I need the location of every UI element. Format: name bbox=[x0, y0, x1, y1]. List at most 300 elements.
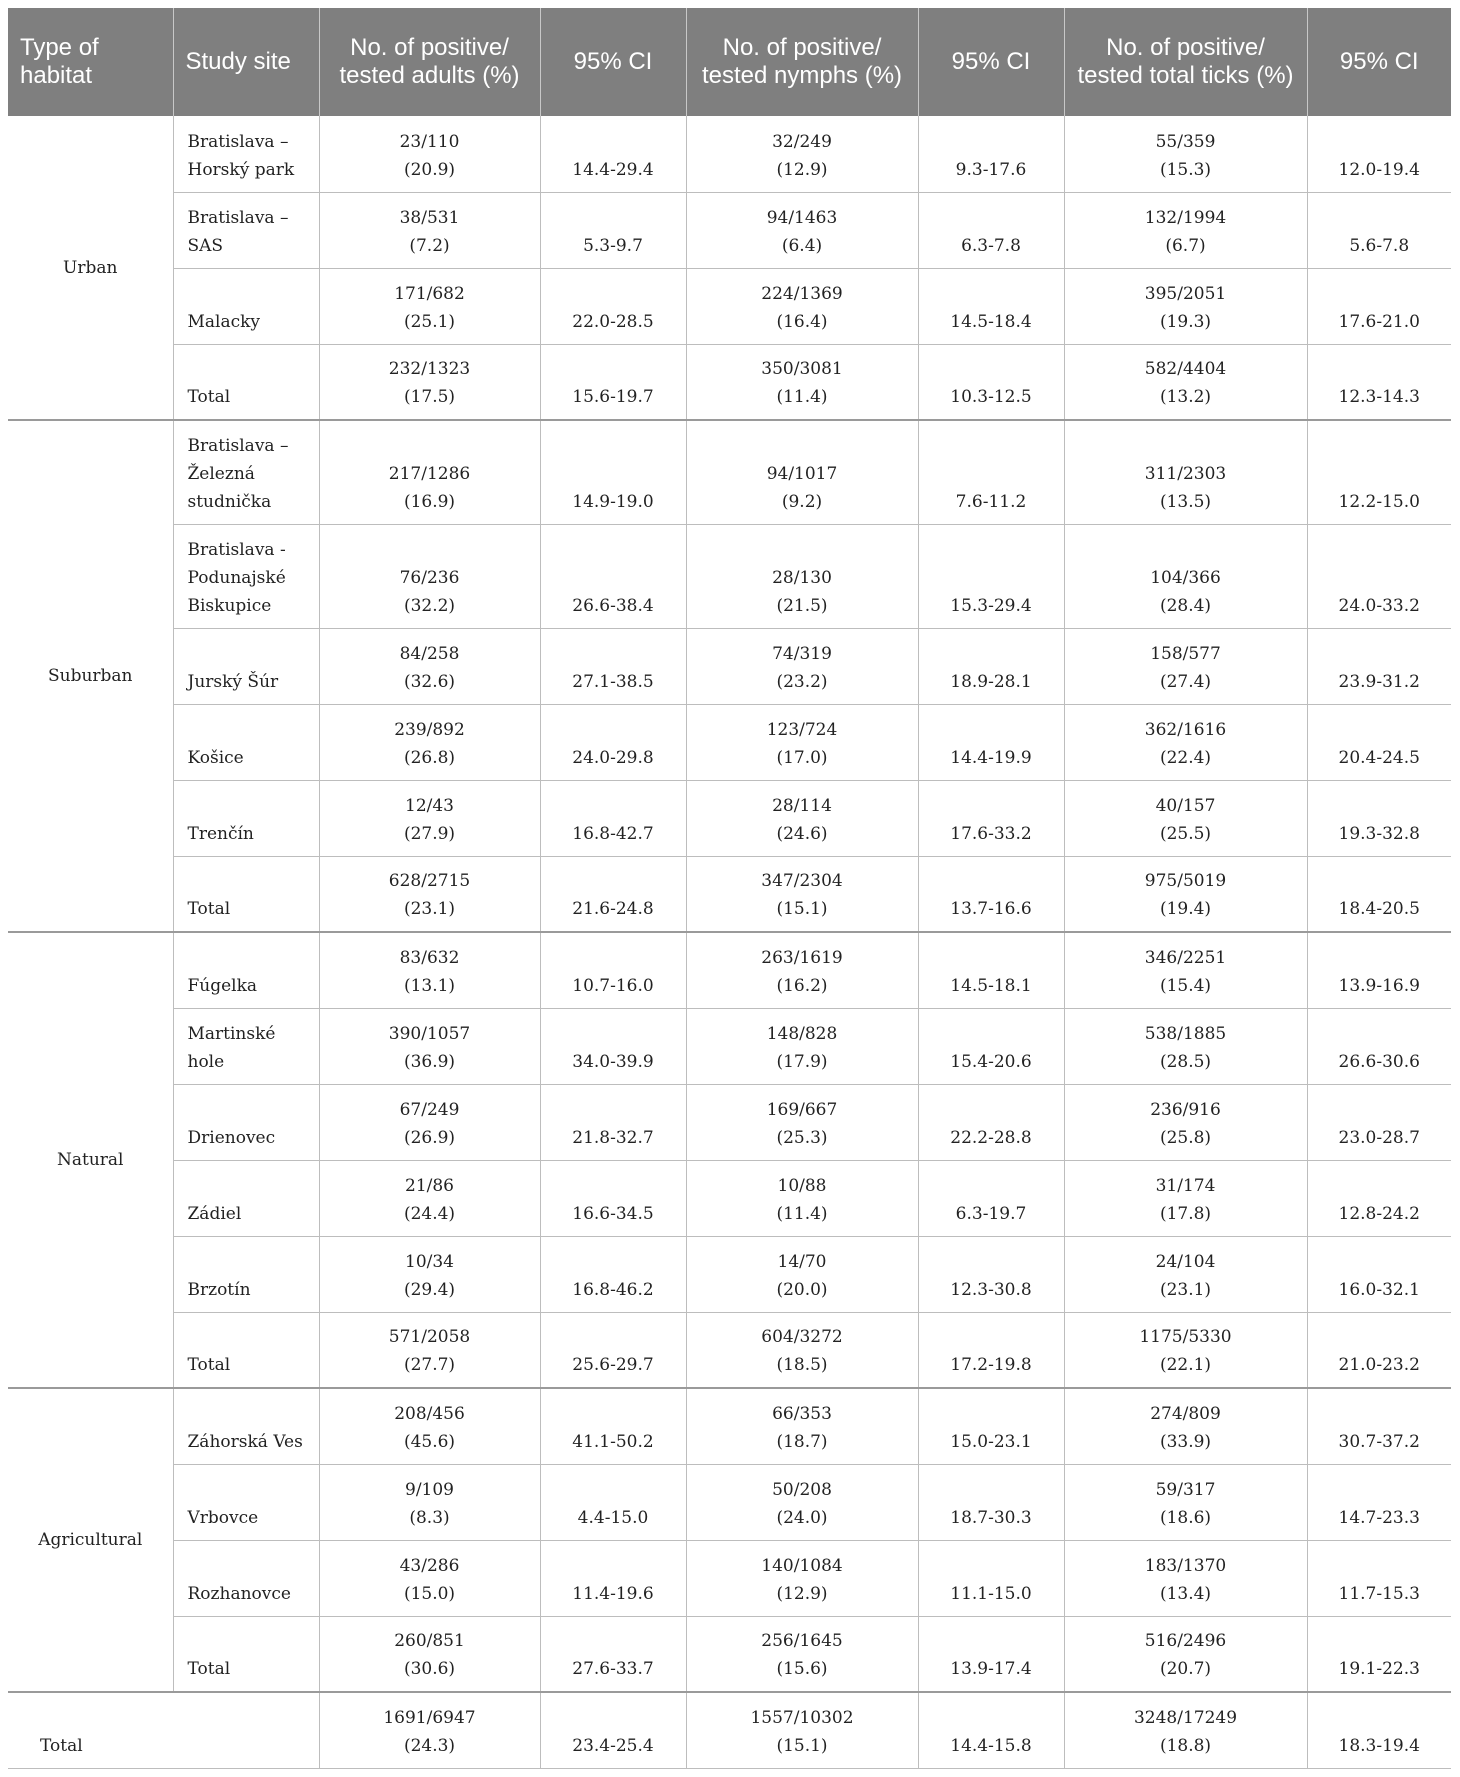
total-ticks-cell-percent: (28.4) bbox=[1159, 595, 1212, 616]
adults-ci-cell: 27.6-33.7 bbox=[540, 1616, 686, 1692]
tick-positivity-table bbox=[8, 8, 1451, 1769]
adults-ci-cell: 14.9-19.0 bbox=[540, 420, 686, 524]
study-site-line: studnička bbox=[187, 491, 272, 512]
adults-cell bbox=[319, 780, 540, 856]
adults-cell bbox=[319, 1008, 540, 1084]
nymphs-cell-percent: (11.4) bbox=[776, 387, 828, 407]
total-ticks-cell-percent: (23.1) bbox=[1159, 1279, 1212, 1300]
total-ticks-cell bbox=[1064, 344, 1307, 420]
total-ticks-cell-count: 582/4404 bbox=[1144, 359, 1227, 379]
grand-adults-cell-count: 1691/6947 bbox=[383, 1707, 476, 1728]
adults-cell-percent: (29.4) bbox=[403, 1279, 456, 1300]
adults-cell bbox=[319, 932, 540, 1008]
total-ticks-cell-percent: (6.7) bbox=[1165, 235, 1206, 256]
study-site-line: Košice bbox=[187, 747, 244, 768]
study-site-line: Bratislava - bbox=[187, 539, 286, 560]
table-row bbox=[8, 1540, 1451, 1616]
adults-cell-count: 171/682 bbox=[394, 283, 465, 304]
nymphs-cell-percent: (16.4) bbox=[776, 311, 828, 332]
total-ticks-cell-percent: (22.4) bbox=[1159, 747, 1212, 768]
total-ticks-cell bbox=[1064, 1008, 1307, 1084]
table-row bbox=[8, 856, 1451, 932]
adults-cell-count: 9/109 bbox=[405, 1479, 454, 1500]
study-site-line: Železná bbox=[187, 463, 255, 484]
table-row bbox=[8, 192, 1451, 268]
adults-cell-percent: (30.6) bbox=[403, 1659, 456, 1679]
total-ticks-cell bbox=[1064, 1312, 1307, 1388]
nymphs-cell-percent: (15.1) bbox=[776, 899, 828, 919]
table-row bbox=[8, 1160, 1451, 1236]
total-ticks-cell-percent: (19.4) bbox=[1159, 899, 1212, 919]
total-ci-cell: 12.8-24.2 bbox=[1307, 1160, 1451, 1236]
table-row bbox=[8, 524, 1451, 628]
nymphs-cell-percent: (24.6) bbox=[776, 823, 828, 844]
adults-cell-percent: (26.9) bbox=[403, 1127, 456, 1148]
nymphs-ci-cell: 18.9-28.1 bbox=[918, 628, 1064, 704]
adults-cell-percent: (25.1) bbox=[403, 311, 456, 332]
total-ticks-cell bbox=[1064, 1540, 1307, 1616]
study-site-line: Total bbox=[187, 1659, 231, 1679]
adults-cell bbox=[319, 628, 540, 704]
adults-cell bbox=[319, 1160, 540, 1236]
study-site-line: Biskupice bbox=[187, 595, 272, 616]
nymphs-cell bbox=[686, 116, 918, 192]
nymphs-cell-count: 94/1017 bbox=[766, 463, 838, 484]
total-ticks-cell-percent: (22.1) bbox=[1159, 1355, 1212, 1375]
nymphs-ci-cell: 6.3-19.7 bbox=[918, 1160, 1064, 1236]
total-ticks-cell bbox=[1064, 268, 1307, 344]
total-ci-cell: 14.7-23.3 bbox=[1307, 1464, 1451, 1540]
adults-cell-count: 628/2715 bbox=[388, 871, 471, 891]
adults-cell-count: 67/249 bbox=[399, 1099, 460, 1120]
study-site-line: Total bbox=[187, 387, 231, 407]
total-ci-cell: 19.3-32.8 bbox=[1307, 780, 1451, 856]
nymphs-cell bbox=[686, 268, 918, 344]
total-ticks-cell-percent: (28.5) bbox=[1159, 1051, 1212, 1072]
adults-ci-cell: 14.4-29.4 bbox=[540, 116, 686, 192]
adults-cell-count: 84/258 bbox=[399, 643, 460, 664]
habitat-cell: Urban bbox=[8, 116, 173, 420]
total-ticks-cell-count: 40/157 bbox=[1155, 795, 1216, 816]
adults-cell-percent: (24.4) bbox=[403, 1203, 456, 1224]
adults-ci-cell: 41.1-50.2 bbox=[540, 1388, 686, 1464]
total-ticks-cell bbox=[1064, 116, 1307, 192]
adults-cell-count: 239/892 bbox=[394, 719, 465, 740]
adults-cell-percent: (27.7) bbox=[403, 1355, 456, 1375]
adults-cell-percent: (17.5) bbox=[403, 387, 456, 407]
adults-cell-count: 23/110 bbox=[399, 131, 460, 152]
study-site-line: Drienovec bbox=[187, 1127, 276, 1148]
total-ticks-cell-count: 132/1994 bbox=[1144, 207, 1227, 228]
total-ticks-cell-count: 236/916 bbox=[1150, 1099, 1221, 1120]
study-site-line: Brzotín bbox=[187, 1279, 251, 1300]
nymphs-cell-count: 347/2304 bbox=[761, 871, 843, 891]
nymphs-cell-percent: (16.2) bbox=[776, 975, 828, 996]
header-study-site: Study site bbox=[173, 8, 319, 116]
nymphs-cell-count: 66/353 bbox=[772, 1403, 832, 1424]
total-ticks-cell-percent: (33.9) bbox=[1159, 1431, 1212, 1452]
total-ticks-cell-count: 24/104 bbox=[1155, 1251, 1216, 1272]
table-row bbox=[8, 1388, 1451, 1464]
adults-ci-cell: 22.0-28.5 bbox=[540, 268, 686, 344]
grand-adults-ci-cell: 23.4-25.4 bbox=[540, 1692, 686, 1768]
grand-adults-cell bbox=[319, 1692, 540, 1768]
adults-ci-cell: 26.6-38.4 bbox=[540, 524, 686, 628]
total-ticks-cell-count: 59/317 bbox=[1155, 1479, 1216, 1500]
total-ticks-cell-percent: (19.3) bbox=[1159, 311, 1212, 332]
nymphs-ci-cell: 12.3-30.8 bbox=[918, 1236, 1064, 1312]
nymphs-cell-percent: (17.0) bbox=[776, 747, 828, 768]
nymphs-cell-percent: (15.6) bbox=[776, 1659, 828, 1679]
nymphs-ci-cell: 18.7-30.3 bbox=[918, 1464, 1064, 1540]
total-ticks-cell bbox=[1064, 420, 1307, 524]
adults-cell-count: 21/86 bbox=[405, 1175, 454, 1196]
header-adults-ci: 95% CI bbox=[540, 8, 686, 116]
total-ticks-cell bbox=[1064, 1084, 1307, 1160]
adults-ci-cell: 4.4-15.0 bbox=[540, 1464, 686, 1540]
adults-cell-percent: (32.6) bbox=[403, 671, 456, 692]
total-ticks-cell bbox=[1064, 856, 1307, 932]
total-ci-cell: 17.6-21.0 bbox=[1307, 268, 1451, 344]
nymphs-cell bbox=[686, 1540, 918, 1616]
table-body bbox=[8, 116, 1451, 1768]
nymphs-cell-count: 28/130 bbox=[772, 567, 832, 588]
header-adults: No. of positive/ tested adults (%) bbox=[319, 8, 540, 116]
nymphs-cell-count: 28/114 bbox=[772, 795, 832, 816]
adults-ci-cell: 27.1-38.5 bbox=[540, 628, 686, 704]
total-ticks-cell-count: 1175/5330 bbox=[1139, 1327, 1232, 1347]
nymphs-ci-cell: 17.6-33.2 bbox=[918, 780, 1064, 856]
nymphs-cell bbox=[686, 1160, 918, 1236]
study-site-line: Martinské bbox=[187, 1023, 276, 1044]
adults-ci-cell: 16.8-46.2 bbox=[540, 1236, 686, 1312]
adults-cell bbox=[319, 420, 540, 524]
adults-cell-count: 571/2058 bbox=[388, 1327, 471, 1347]
habitat-cell: Agricultural bbox=[8, 1388, 173, 1692]
adults-cell bbox=[319, 1236, 540, 1312]
nymphs-cell-percent: (11.4) bbox=[776, 1203, 828, 1224]
total-ticks-cell bbox=[1064, 1388, 1307, 1464]
total-ticks-cell-percent: (15.3) bbox=[1159, 159, 1212, 180]
adults-ci-cell: 15.6-19.7 bbox=[540, 344, 686, 420]
total-ticks-cell bbox=[1064, 628, 1307, 704]
grand-nymphs-cell-count: 1557/10302 bbox=[750, 1707, 854, 1728]
nymphs-cell-percent: (20.0) bbox=[776, 1279, 828, 1300]
total-ticks-cell bbox=[1064, 1616, 1307, 1692]
adults-cell bbox=[319, 1312, 540, 1388]
adults-cell bbox=[319, 268, 540, 344]
study-site-cell bbox=[173, 344, 319, 420]
grand-adults-cell-percent: (24.3) bbox=[403, 1735, 456, 1756]
nymphs-cell-count: 74/319 bbox=[772, 643, 832, 664]
table-row bbox=[8, 1616, 1451, 1692]
study-site-line: Bratislava – bbox=[187, 435, 289, 456]
study-site-line: hole bbox=[187, 1051, 225, 1072]
total-ci-cell: 13.9-16.9 bbox=[1307, 932, 1451, 1008]
table-row bbox=[8, 1464, 1451, 1540]
adults-cell-percent: (13.1) bbox=[403, 975, 456, 996]
nymphs-cell-count: 140/1084 bbox=[761, 1555, 843, 1576]
study-site-cell bbox=[173, 932, 319, 1008]
total-ticks-cell-count: 183/1370 bbox=[1144, 1555, 1227, 1576]
study-site-cell bbox=[173, 628, 319, 704]
nymphs-cell bbox=[686, 420, 918, 524]
nymphs-cell-count: 256/1645 bbox=[761, 1631, 843, 1651]
total-ticks-cell-percent: (17.8) bbox=[1159, 1203, 1212, 1224]
table-row bbox=[8, 1312, 1451, 1388]
nymphs-cell-percent: (12.9) bbox=[776, 1583, 828, 1604]
table-row bbox=[8, 1008, 1451, 1084]
grand-nymphs-cell bbox=[686, 1692, 918, 1768]
study-site-cell bbox=[173, 1160, 319, 1236]
grand-total-ticks-cell-count: 3248/17249 bbox=[1133, 1707, 1238, 1728]
total-ticks-cell bbox=[1064, 524, 1307, 628]
adults-ci-cell: 16.6-34.5 bbox=[540, 1160, 686, 1236]
nymphs-cell-count: 10/88 bbox=[777, 1175, 827, 1196]
total-ticks-cell-percent: (13.5) bbox=[1159, 491, 1212, 512]
nymphs-cell-percent: (21.5) bbox=[776, 595, 828, 616]
table-row bbox=[8, 704, 1451, 780]
nymphs-cell-percent: (9.2) bbox=[781, 491, 823, 512]
adults-cell bbox=[319, 1464, 540, 1540]
total-ci-cell: 19.1-22.3 bbox=[1307, 1616, 1451, 1692]
nymphs-ci-cell: 10.3-12.5 bbox=[918, 344, 1064, 420]
total-ci-cell: 20.4-24.5 bbox=[1307, 704, 1451, 780]
table-row bbox=[8, 628, 1451, 704]
total-ticks-cell bbox=[1064, 1236, 1307, 1312]
adults-cell bbox=[319, 856, 540, 932]
nymphs-cell-percent: (18.7) bbox=[776, 1431, 828, 1452]
total-ci-cell: 24.0-33.2 bbox=[1307, 524, 1451, 628]
nymphs-ci-cell: 17.2-19.8 bbox=[918, 1312, 1064, 1388]
nymphs-cell bbox=[686, 1388, 918, 1464]
study-site-line: Zádiel bbox=[187, 1203, 242, 1224]
adults-cell-count: 12/43 bbox=[405, 795, 454, 816]
study-site-line: Bratislava – bbox=[187, 207, 289, 228]
nymphs-cell bbox=[686, 192, 918, 268]
adults-ci-cell: 24.0-29.8 bbox=[540, 704, 686, 780]
nymphs-cell bbox=[686, 1084, 918, 1160]
total-ticks-cell-count: 395/2051 bbox=[1144, 283, 1227, 304]
total-ticks-cell-count: 975/5019 bbox=[1144, 871, 1227, 891]
study-site-line: Podunajské bbox=[187, 567, 286, 588]
nymphs-ci-cell: 6.3-7.8 bbox=[918, 192, 1064, 268]
adults-cell-percent: (32.2) bbox=[403, 595, 456, 616]
total-ci-cell: 12.3-14.3 bbox=[1307, 344, 1451, 420]
grand-total-label: Total bbox=[8, 1692, 319, 1768]
nymphs-cell-count: 50/208 bbox=[772, 1479, 832, 1500]
nymphs-cell bbox=[686, 1464, 918, 1540]
adults-cell-count: 260/851 bbox=[394, 1631, 465, 1651]
adults-ci-cell: 21.6-24.8 bbox=[540, 856, 686, 932]
study-site-cell bbox=[173, 704, 319, 780]
adults-ci-cell: 5.3-9.7 bbox=[540, 192, 686, 268]
nymphs-ci-cell: 13.7-16.6 bbox=[918, 856, 1064, 932]
nymphs-cell bbox=[686, 1312, 918, 1388]
grand-nymphs-ci-cell: 14.4-15.8 bbox=[918, 1692, 1064, 1768]
nymphs-cell bbox=[686, 524, 918, 628]
adults-cell-count: 208/456 bbox=[394, 1403, 465, 1424]
nymphs-ci-cell: 9.3-17.6 bbox=[918, 116, 1064, 192]
adults-cell-count: 38/531 bbox=[399, 207, 460, 228]
study-site-line: Malacky bbox=[187, 311, 261, 332]
table-row bbox=[8, 344, 1451, 420]
nymphs-cell-count: 169/667 bbox=[766, 1099, 838, 1120]
table-row bbox=[8, 1084, 1451, 1160]
nymphs-cell bbox=[686, 704, 918, 780]
adults-cell-percent: (15.0) bbox=[403, 1583, 456, 1604]
grand-nymphs-cell-percent: (15.1) bbox=[776, 1735, 828, 1756]
adults-cell bbox=[319, 116, 540, 192]
adults-ci-cell: 11.4-19.6 bbox=[540, 1540, 686, 1616]
study-site-line: Bratislava – bbox=[187, 131, 289, 152]
nymphs-cell-count: 604/3272 bbox=[761, 1327, 843, 1347]
total-ci-cell: 5.6-7.8 bbox=[1307, 192, 1451, 268]
study-site-cell bbox=[173, 420, 319, 524]
nymphs-ci-cell: 15.3-29.4 bbox=[918, 524, 1064, 628]
nymphs-cell-count: 14/70 bbox=[777, 1251, 827, 1272]
nymphs-cell bbox=[686, 628, 918, 704]
habitat-cell: Natural bbox=[8, 932, 173, 1388]
total-ci-cell: 23.9-31.2 bbox=[1307, 628, 1451, 704]
nymphs-ci-cell: 11.1-15.0 bbox=[918, 1540, 1064, 1616]
total-ci-cell: 11.7-15.3 bbox=[1307, 1540, 1451, 1616]
grand-total-ticks-cell bbox=[1064, 1692, 1307, 1768]
adults-cell-percent: (36.9) bbox=[403, 1051, 456, 1072]
nymphs-ci-cell: 14.5-18.1 bbox=[918, 932, 1064, 1008]
total-ticks-cell-count: 538/1885 bbox=[1144, 1023, 1227, 1044]
total-ticks-cell bbox=[1064, 780, 1307, 856]
nymphs-ci-cell: 14.4-19.9 bbox=[918, 704, 1064, 780]
nymphs-cell bbox=[686, 932, 918, 1008]
adults-cell-percent: (20.9) bbox=[403, 159, 456, 180]
nymphs-cell bbox=[686, 1236, 918, 1312]
adults-cell bbox=[319, 1540, 540, 1616]
adults-ci-cell: 34.0-39.9 bbox=[540, 1008, 686, 1084]
adults-cell-count: 232/1323 bbox=[388, 359, 471, 379]
nymphs-cell-count: 148/828 bbox=[766, 1023, 838, 1044]
table-row bbox=[8, 420, 1451, 524]
study-site-cell bbox=[173, 1540, 319, 1616]
nymphs-ci-cell: 22.2-28.8 bbox=[918, 1084, 1064, 1160]
table-row bbox=[8, 932, 1451, 1008]
total-ticks-cell-percent: (15.4) bbox=[1159, 975, 1212, 996]
adults-cell-count: 217/1286 bbox=[388, 463, 471, 484]
total-ticks-cell-count: 346/2251 bbox=[1144, 947, 1227, 968]
total-ticks-cell bbox=[1064, 704, 1307, 780]
study-site-cell bbox=[173, 1008, 319, 1084]
header-type-of-habitat: Type of habitat bbox=[8, 8, 173, 116]
study-site-cell bbox=[173, 116, 319, 192]
total-ci-cell: 12.0-19.4 bbox=[1307, 116, 1451, 192]
nymphs-ci-cell: 15.0-23.1 bbox=[918, 1388, 1064, 1464]
total-ticks-cell-percent: (25.8) bbox=[1159, 1127, 1212, 1148]
total-ticks-cell-percent: (20.7) bbox=[1159, 1659, 1212, 1679]
adults-cell-count: 10/34 bbox=[405, 1251, 454, 1272]
total-ticks-cell-count: 158/577 bbox=[1150, 643, 1221, 664]
total-ticks-cell bbox=[1064, 1464, 1307, 1540]
grand-total-row bbox=[8, 1692, 1451, 1768]
study-site-cell bbox=[173, 1464, 319, 1540]
total-ticks-cell-count: 516/2496 bbox=[1144, 1631, 1227, 1651]
nymphs-cell-percent: (23.2) bbox=[776, 671, 828, 692]
nymphs-cell-percent: (17.9) bbox=[776, 1051, 828, 1072]
study-site-line: SAS bbox=[187, 235, 224, 256]
nymphs-cell bbox=[686, 1616, 918, 1692]
study-site-cell bbox=[173, 524, 319, 628]
header-nymphs-ci: 95% CI bbox=[918, 8, 1064, 116]
table-row bbox=[8, 1236, 1451, 1312]
study-site-line: Fúgelka bbox=[187, 975, 258, 996]
total-ticks-cell-count: 311/2303 bbox=[1144, 463, 1227, 484]
adults-cell bbox=[319, 524, 540, 628]
habitat-cell: Suburban bbox=[8, 420, 173, 932]
total-ci-cell: 21.0-23.2 bbox=[1307, 1312, 1451, 1388]
study-site-cell bbox=[173, 192, 319, 268]
nymphs-cell-count: 94/1463 bbox=[766, 207, 838, 228]
total-ticks-cell-count: 31/174 bbox=[1155, 1175, 1216, 1196]
adults-cell bbox=[319, 1388, 540, 1464]
nymphs-ci-cell: 15.4-20.6 bbox=[918, 1008, 1064, 1084]
total-ticks-cell-count: 104/366 bbox=[1150, 567, 1221, 588]
adults-ci-cell: 21.8-32.7 bbox=[540, 1084, 686, 1160]
total-ticks-cell-percent: (25.5) bbox=[1159, 823, 1212, 844]
study-site-line: Total bbox=[187, 1355, 231, 1375]
nymphs-cell-percent: (25.3) bbox=[776, 1127, 828, 1148]
adults-cell-percent: (8.3) bbox=[409, 1507, 450, 1528]
study-site-cell bbox=[173, 1388, 319, 1464]
grand-total-ticks-cell-percent: (18.8) bbox=[1159, 1735, 1212, 1756]
nymphs-ci-cell: 14.5-18.4 bbox=[918, 268, 1064, 344]
adults-cell-count: 43/286 bbox=[399, 1555, 460, 1576]
table-row bbox=[8, 116, 1451, 192]
total-ticks-cell-percent: (13.4) bbox=[1159, 1583, 1212, 1604]
nymphs-cell-count: 32/249 bbox=[772, 131, 832, 152]
grand-total-ci-cell: 18.3-19.4 bbox=[1307, 1692, 1451, 1768]
nymphs-cell-percent: (18.5) bbox=[776, 1355, 828, 1375]
total-ticks-cell-percent: (18.6) bbox=[1159, 1507, 1212, 1528]
nymphs-cell-count: 263/1619 bbox=[761, 947, 843, 968]
total-ci-cell: 23.0-28.7 bbox=[1307, 1084, 1451, 1160]
header-total-ci: 95% CI bbox=[1307, 8, 1451, 116]
adults-cell bbox=[319, 1616, 540, 1692]
total-ci-cell: 12.2-15.0 bbox=[1307, 420, 1451, 524]
table-row bbox=[8, 268, 1451, 344]
adults-cell-percent: (26.8) bbox=[403, 747, 456, 768]
adults-cell-count: 76/236 bbox=[399, 567, 460, 588]
nymphs-cell-percent: (12.9) bbox=[776, 159, 828, 180]
total-ticks-cell-count: 55/359 bbox=[1155, 131, 1216, 152]
nymphs-cell-count: 123/724 bbox=[766, 719, 838, 740]
study-site-cell bbox=[173, 1312, 319, 1388]
adults-ci-cell: 10.7-16.0 bbox=[540, 932, 686, 1008]
nymphs-cell-count: 224/1369 bbox=[761, 283, 843, 304]
study-site-cell bbox=[173, 268, 319, 344]
header-nymphs: No. of positive/ tested nymphs (%) bbox=[686, 8, 918, 116]
adults-cell bbox=[319, 192, 540, 268]
header-total-ticks: No. of positive/ tested total ticks (%) bbox=[1064, 8, 1307, 116]
study-site-cell bbox=[173, 780, 319, 856]
study-site-line: Vrbovce bbox=[187, 1507, 259, 1528]
total-ci-cell: 30.7-37.2 bbox=[1307, 1388, 1451, 1464]
adults-cell-count: 390/1057 bbox=[388, 1023, 471, 1044]
total-ticks-cell-count: 274/809 bbox=[1150, 1403, 1221, 1424]
adults-cell-percent: (27.9) bbox=[403, 823, 456, 844]
study-site-line: Horský park bbox=[187, 159, 295, 180]
nymphs-cell-percent: (24.0) bbox=[776, 1507, 828, 1528]
adults-cell-percent: (23.1) bbox=[403, 899, 456, 919]
study-site-line: Rozhanovce bbox=[187, 1583, 291, 1604]
